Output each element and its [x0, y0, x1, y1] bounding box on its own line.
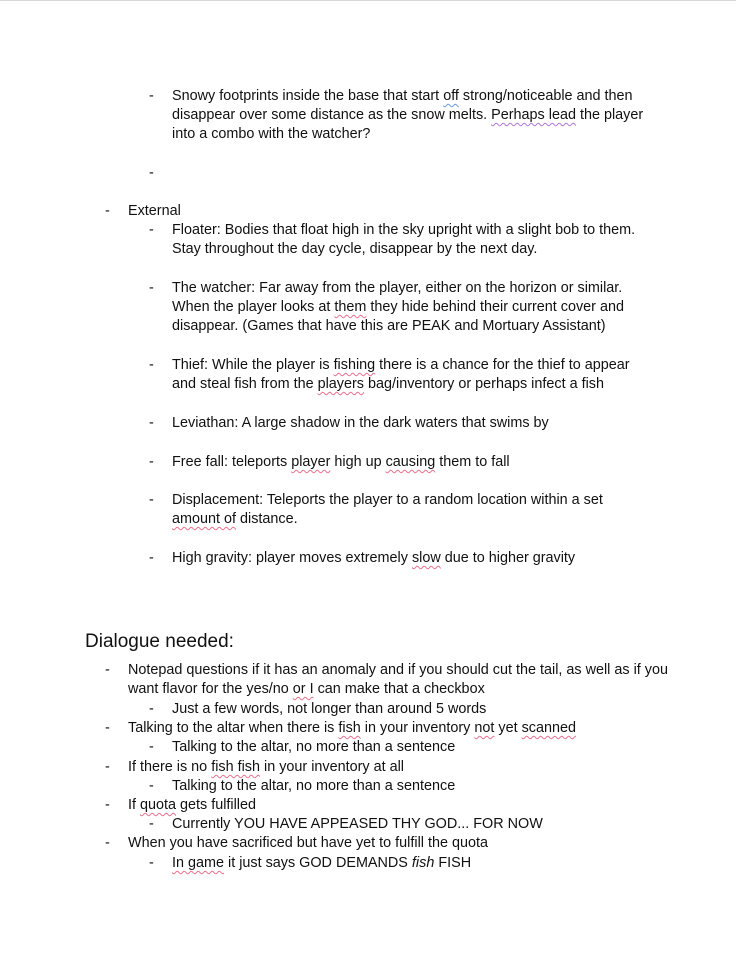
list-subitem-no-fish: Talking to the altar, no more than a sentence [172, 778, 456, 794]
spelling-flag[interactable]: fish fish [211, 759, 260, 775]
bullet-dash: - [149, 357, 154, 373]
bullet-dash: - [149, 855, 154, 871]
bullet-dash: - [149, 454, 154, 470]
list-subitem-sacrificed: In game it just says GOD DEMANDS fish FISH [172, 855, 472, 871]
list-item-thief: Thief: While the player is fishing there is a chance for the thief to appear and steal fish from the players bag/inventory or perhaps infect a fish [172, 357, 630, 393]
spelling-flag[interactable]: amount of [172, 511, 236, 528]
list-item-no-fish: If there is no fish fish in your inventory at all [128, 759, 404, 775]
italic-text: fish [411, 855, 435, 871]
suggestion-flag[interactable]: Perhaps lead [491, 107, 576, 124]
bullet-dash: - [149, 701, 154, 717]
list-item-footprints: Snowy footprints inside the base that start off strong/noticeable and then disappear over some distance as the snow melts. Perhaps lead the player into a combo with the watcher? [172, 88, 644, 143]
spelling-flag[interactable]: or I [292, 681, 314, 698]
list-item-altar: Talking to the altar when there is fish in your inventory not yet scanned [128, 720, 577, 736]
spelling-flag[interactable]: causing [385, 454, 436, 470]
bullet-dash: - [149, 778, 154, 794]
bullet-dash: - [149, 222, 154, 238]
bullet-dash: - [149, 739, 154, 755]
list-subitem-notepad: Just a few words, not longer than around 5 words [172, 701, 487, 717]
list-item-sacrificed: When you have sacrificed but have yet to fulfill the quota [128, 835, 488, 851]
bullet-dash: - [105, 797, 110, 813]
bullet-dash: - [105, 662, 110, 678]
spelling-flag[interactable]: scanned [521, 720, 577, 736]
spelling-flag[interactable]: players [317, 376, 364, 393]
spelling-flag[interactable]: fishing [333, 357, 376, 373]
list-subitem-altar: Talking to the altar, no more than a sentence [172, 739, 456, 755]
spelling-flag[interactable]: them [334, 299, 367, 316]
bullet-dash: - [105, 720, 110, 736]
spelling-flag[interactable]: In game [172, 855, 224, 871]
grammar-flag[interactable]: off [443, 88, 459, 104]
bullet-dash: - [105, 835, 110, 851]
list-subitem-quota: Currently YOU HAVE APPEASED THY GOD... FOR NOW [172, 816, 543, 832]
bullet-dash: - [149, 280, 154, 296]
list-item-gravity: High gravity: player moves extremely slow due to higher gravity [172, 550, 576, 566]
bullet-dash: - [105, 203, 110, 219]
list-item-freefall: Free fall: teleports player high up causing them to fall [172, 454, 510, 470]
list-item-external: External [128, 203, 181, 219]
list-item-leviathan: Leviathan: A large shadow in the dark waters that swims by [172, 415, 549, 431]
spelling-flag[interactable]: slow [411, 550, 441, 566]
spelling-flag[interactable]: quota [140, 797, 177, 813]
spelling-flag[interactable]: player [291, 454, 331, 470]
list-item-watcher: The watcher: Far away from the player, either on the horizon or similar. When the player looks at them they hide behind their current cover and disappear. (Games that have this are PEAK and Mortuary Assistant) [172, 280, 624, 335]
bullet-dash-empty: - [149, 165, 154, 181]
bullet-dash: - [105, 759, 110, 775]
list-item-floater: Floater: Bodies that float high in the sky upright with a slight bob to them. Stay throughout the day cycle, disappear by the next day. [172, 222, 636, 258]
section-heading-dialogue: Dialogue needed: [85, 631, 234, 652]
spelling-flag[interactable]: fish [338, 720, 361, 736]
list-item-notepad: Notepad questions if it has an anomaly and if you should cut the tail, as well as if you want flavor for the yes/no or I can make that a checkbox [128, 662, 668, 698]
bullet-dash: - [149, 415, 154, 431]
bullet-dash: - [149, 492, 154, 508]
list-item-displacement: Displacement: Teleports the player to a random location within a set amount of distance. [172, 492, 603, 528]
bullet-dash: - [149, 816, 154, 832]
bullet-dash: - [149, 88, 154, 104]
spelling-flag[interactable]: not [474, 720, 495, 736]
bullet-dash: - [149, 550, 154, 566]
list-item-quota: If quota gets fulfilled [128, 797, 257, 813]
